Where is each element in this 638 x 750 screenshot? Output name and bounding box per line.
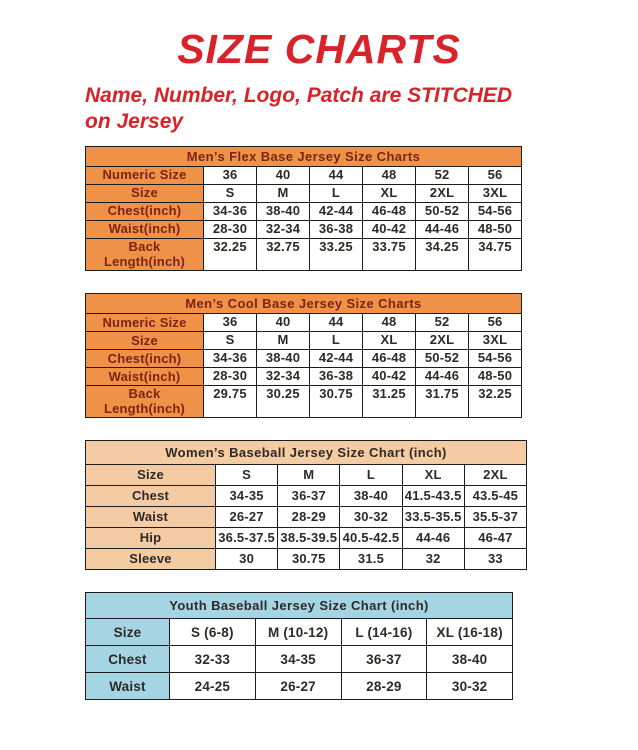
cell-value: 36 [204,314,257,332]
size-table-2 [85,293,522,418]
cell-value: 48-50 [469,368,522,386]
row-label: Chest(inch) [86,203,204,221]
row-label: Back Length(inch) [86,386,204,418]
cell-value: 2XL [416,185,469,203]
cell-value: 36-38 [310,221,363,239]
cell-value: 31.5 [340,549,402,570]
cell-value: XL [363,332,416,350]
cell-value: M [257,332,310,350]
cell-value: 30-32 [340,507,402,528]
table-row [86,549,527,570]
table-title-row [86,147,522,167]
cell-value: 40.5-42.5 [340,528,402,549]
row-label: Waist [86,507,216,528]
cell-value: 38-40 [340,486,402,507]
cell-value: 36 [204,167,257,185]
cell-value: 28-29 [341,673,427,700]
row-label: Chest(inch) [86,350,204,368]
table-row [86,619,513,646]
size-table-1 [85,146,522,271]
cell-value: 32.25 [204,239,257,271]
cell-value: 32-34 [257,221,310,239]
row-label: Numeric Size [86,167,204,185]
cell-value: 43.5-45 [464,486,526,507]
table-row [86,167,522,185]
cell-value: 40 [257,314,310,332]
cell-value: 33.75 [363,239,416,271]
cell-value: L [310,332,363,350]
cell-value: 33.5-35.5 [402,507,464,528]
table-row [86,507,527,528]
table-row [86,314,522,332]
cell-value: 48 [363,167,416,185]
size-table-4 [85,592,513,700]
table-title: Men’s Flex Base Jersey Size Charts [86,147,522,167]
table-title-row [86,441,527,465]
cell-value: XL (16-18) [427,619,513,646]
table-title-row [86,593,513,619]
cell-value: 40-42 [363,368,416,386]
cell-value: 46-48 [363,203,416,221]
cell-value: M [278,465,340,486]
row-label: Waist(inch) [86,221,204,239]
table-title: Women’s Baseball Jersey Size Chart (inch) [86,441,527,465]
table-title: Youth Baseball Jersey Size Chart (inch) [86,593,513,619]
cell-value: 42-44 [310,203,363,221]
cell-value: 30.75 [278,549,340,570]
page-title: SIZE CHARTS [177,26,461,72]
cell-value: 36.5-37.5 [216,528,278,549]
table-title-row [86,294,522,314]
row-label: Numeric Size [86,314,204,332]
cell-value: M (10-12) [255,619,341,646]
cell-value: 30.25 [257,386,310,418]
cell-value: 46-48 [363,350,416,368]
table-row [86,528,527,549]
row-label: Size [86,619,170,646]
cell-value: 44-46 [402,528,464,549]
cell-value: 48-50 [469,221,522,239]
table-row [86,368,522,386]
cell-value: 38.5-39.5 [278,528,340,549]
size-table-3 [85,440,527,570]
cell-value: M [257,185,310,203]
table-row [86,673,513,700]
cell-value: 38-40 [427,646,513,673]
cell-value: 35.5-37 [464,507,526,528]
cell-value: 30.75 [310,386,363,418]
cell-value: 36-38 [310,368,363,386]
table-row [86,221,522,239]
table-title: Men’s Cool Base Jersey Size Charts [86,294,522,314]
row-label: Chest [86,646,170,673]
cell-value: 40-42 [363,221,416,239]
cell-value: XL [402,465,464,486]
table-row [86,239,522,271]
cell-value: 29.75 [204,386,257,418]
cell-value: S [204,332,257,350]
cell-value: 28-30 [204,221,257,239]
row-label: Size [86,332,204,350]
cell-value: 2XL [416,332,469,350]
cell-value: L [310,185,363,203]
cell-value: 38-40 [257,350,310,368]
cell-value: 56 [469,314,522,332]
cell-value: 40 [257,167,310,185]
cell-value: 2XL [464,465,526,486]
cell-value: 38-40 [257,203,310,221]
cell-value: 28-30 [204,368,257,386]
cell-value: 50-52 [416,203,469,221]
cell-value: 32.25 [469,386,522,418]
cell-value: 44 [310,314,363,332]
cell-value: S [204,185,257,203]
cell-value: 28-29 [278,507,340,528]
cell-value: 34-36 [204,203,257,221]
table-row [86,646,513,673]
cell-value: 48 [363,314,416,332]
table-row [86,332,522,350]
cell-value: 36-37 [341,646,427,673]
row-label: Hip [86,528,216,549]
row-label: Back Length(inch) [86,239,204,271]
cell-value: 24-25 [170,673,256,700]
row-label: Chest [86,486,216,507]
table-row [86,185,522,203]
cell-value: 44-46 [416,368,469,386]
row-label: Sleeve [86,549,216,570]
cell-value: 44-46 [416,221,469,239]
cell-value: 34-36 [204,350,257,368]
cell-value: 30-32 [427,673,513,700]
cell-value: S (6-8) [170,619,256,646]
cell-value: 54-56 [469,350,522,368]
cell-value: 42-44 [310,350,363,368]
table-row [86,386,522,418]
cell-value: S [216,465,278,486]
cell-value: 44 [310,167,363,185]
cell-value: 32-34 [257,368,310,386]
cell-value: 54-56 [469,203,522,221]
cell-value: 31.75 [416,386,469,418]
table-row [86,486,527,507]
cell-value: 50-52 [416,350,469,368]
cell-value: 26-27 [216,507,278,528]
cell-value: 31.25 [363,386,416,418]
cell-value: 33.25 [310,239,363,271]
cell-value: L (14-16) [341,619,427,646]
cell-value: 32 [402,549,464,570]
table-row [86,203,522,221]
cell-value: 56 [469,167,522,185]
cell-value: XL [363,185,416,203]
table-row [86,350,522,368]
table-row [86,465,527,486]
row-label: Size [86,185,204,203]
cell-value: 3XL [469,185,522,203]
cell-value: 33 [464,549,526,570]
row-label: Size [86,465,216,486]
cell-value: L [340,465,402,486]
cell-value: 46-47 [464,528,526,549]
cell-value: 52 [416,314,469,332]
cell-value: 3XL [469,332,522,350]
cell-value: 34.25 [416,239,469,271]
cell-value: 36-37 [278,486,340,507]
cell-value: 52 [416,167,469,185]
cell-value: 41.5-43.5 [402,486,464,507]
size-tables-container [85,146,638,700]
cell-value: 30 [216,549,278,570]
cell-value: 34-35 [216,486,278,507]
cell-value: 34.75 [469,239,522,271]
cell-value: 26-27 [255,673,341,700]
cell-value: 32.75 [257,239,310,271]
row-label: Waist [86,673,170,700]
cell-value: 32-33 [170,646,256,673]
page-subtitle: Name, Number, Logo, Patch are STITCHED on Jersey [85,84,513,133]
cell-value: 34-35 [255,646,341,673]
row-label: Waist(inch) [86,368,204,386]
